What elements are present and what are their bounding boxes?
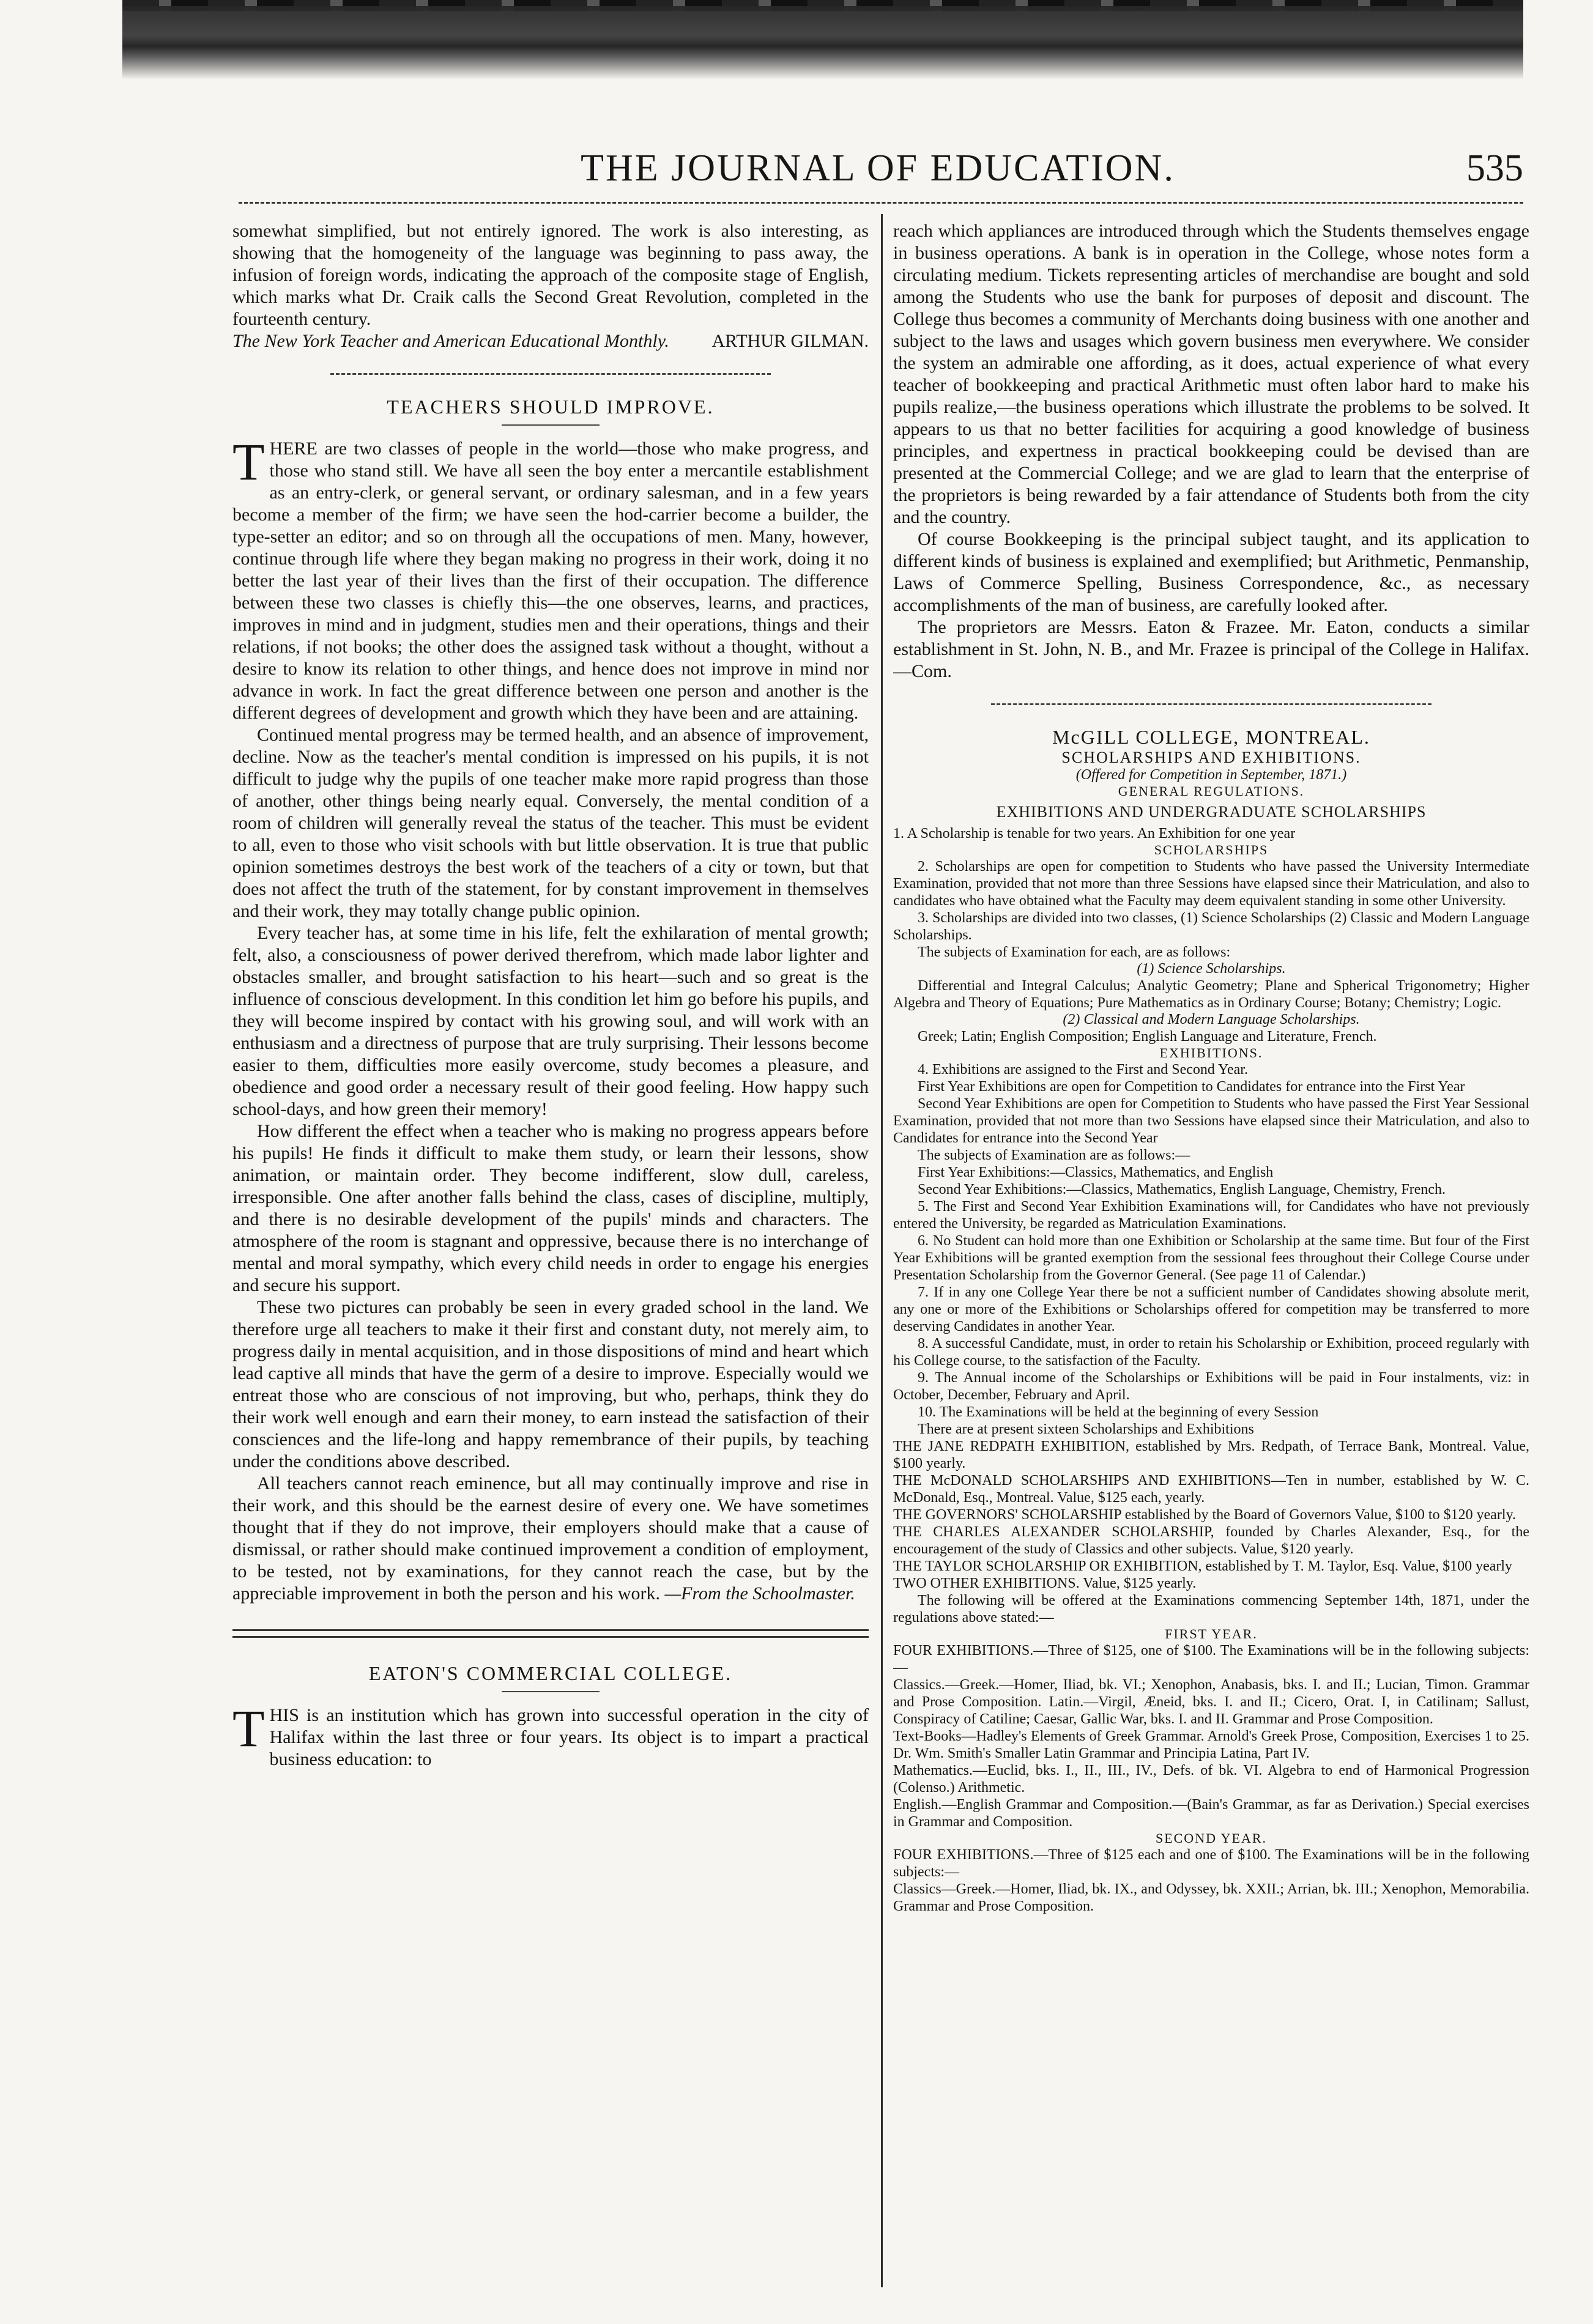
regulation-6: 6. No Student can hold more than one Exhibition or Scholarship at the same time. But four of the First Year Exhibitions will be granted exemption from the sessional fees throughout their College Course under Presentation Scholarship from the Governor General. (See page 11 of Calendar.) <box>893 1233 1529 1283</box>
four-exhibitions-second: FOUR EXHIBITIONS.—Three of $125 each and one of $100. The Examinations will be in the following subjects:— <box>893 1847 1529 1880</box>
teachers-paragraph-3: Every teacher has, at some time in his life, felt the exhilaration of mental growth; felt, also, a consciousness of power derived therefrom, which made labor lighter and obstacles smaller, and brought satisfaction to his heart—such and so great is the influence of conscious development. In this condition let him go before his pupils, and they will become inspired by contact with his growing soul, and will work with an enthusiasm and a directness of purpose that are truly surprising. Their lessons become easier to them, difficulties more easily overcome, study becomes a pleasure, and obedience and good order a necessary result of their good feeling. How happy such school-days, and how green their memory! <box>232 923 869 1119</box>
mcgill-heading: EXHIBITIONS AND UNDERGRADUATE SCHOLARSHIPS <box>996 803 1427 821</box>
section-double-rule <box>232 1629 869 1638</box>
regulation-3b: The subjects of Examination for each, are as follows: <box>918 944 1231 960</box>
left-column <box>232 220 869 2287</box>
title-underline <box>502 1691 600 1692</box>
following-offered: The following will be offered at the Examinations commencing September 14th, 1871, under the regulations above stated:— <box>893 1593 1529 1626</box>
redpath-exhibition: THE JANE REDPATH EXHIBITION, established by Mrs. Redpath, of Terrace Bank, Montreal. Value, $100 yearly. <box>893 1438 1529 1471</box>
teachers-paragraph-1: THERE are two classes of people in the world—those who make progress, and those who stand still. We have all seen the boy enter a mercantile establishment as an entry-clerk, or general servant, or ordinary salesman, and in a few years become a member of the firm; we have seen the hod-carrier become a builder, the type-setter an editor; and so on through all the occupations of men. Many, however, continue through life where they began making no progress in their work, doing it no better the last year of their lives than the first of their occupation. The difference between these two classes is chiefly this—the one observes, learns, and practices, improves in mind and in judgment, studies men and their operations, things and their relations, if not books; the other does the assigned task without a thought, without a desire to know its relation to other things, and hence does not improve in mind nor advance in work. In fact the great difference between one person and another is the different degrees of development and growth which they have been and are attaining. <box>232 432 869 723</box>
title-underline <box>502 424 600 426</box>
science-scholarships-text: Differential and Integral Calculus; Analytic Geometry; Plane and Spherical Trigonometry; Higher Algebra and Theory of Equations; Pure Mathematics as in Ordinary Course; Botany; Chemistry; Logic. <box>893 978 1529 1011</box>
mcgill-title: McGILL COLLEGE, MONTREAL. <box>1052 726 1370 748</box>
page-header <box>232 147 1523 196</box>
regulation-5: 5. The First and Second Year Exhibition Examinations will, for Candidates who have not previously entered the University, be regarded as Matriculation Examinations. <box>893 1199 1529 1232</box>
mcdonald-scholarships: THE McDONALD SCHOLARSHIPS AND EXHIBITIONS—Ten in number, established by W. C. McDonald, Esq., Montreal. Value, $125 each, yearly. <box>893 1473 1529 1506</box>
column-divider <box>881 214 883 2287</box>
classical-scholarships-heading: (2) Classical and Modern Language Scholarships. <box>1063 1012 1360 1027</box>
eaton-paragraph-4: The proprietors are Messrs. Eaton & Frazee. Mr. Eaton, conducts a similar establishment in St. John, N. B., and Mr. Frazee is principal of the College in Halifax.—Com. <box>893 617 1529 681</box>
regulation-4b: Second Year Exhibitions are open for Competition to Students who have passed the First Year Sessional Examination, provided that not more than two Sessions have elapsed since their Matriculation, and also to Candidates for entrance into the Second Year <box>893 1096 1529 1146</box>
continuation-signature <box>232 330 869 352</box>
scholarships-heading: SCHOLARSHIPS <box>1154 842 1269 857</box>
dropcap-letter: T <box>232 1699 265 1758</box>
teachers-source: —From the Schoolmaster. <box>664 1583 855 1604</box>
continuation-author: ARTHUR GILMAN. <box>711 331 869 351</box>
regulation-4e: Second Year Exhibitions:—Classics, Mathematics, English Language, Chemistry, French. <box>918 1182 1446 1197</box>
regulation-4a: First Year Exhibitions are open for Competition to Candidates for entrance into the First Year <box>918 1079 1465 1095</box>
science-scholarships-heading: (1) Science Scholarships. <box>1137 961 1286 977</box>
teachers-paragraph-6: All teachers cannot reach eminence, but all may continually improve and rise in their work, and this should be the earnest desire of every one. We have sometimes thought that if they do not improve, their employers should make that a cause of dismissal, or rather should make continued improvement a condition of employment, to be tested, not by examinations, for they cannot reach the case, but by the appreciable improvement in both the person and his work. —From the Schoolmaster. <box>232 1473 869 1604</box>
two-other-exhibitions: TWO OTHER EXHIBITIONS. Value, $125 yearly. <box>893 1575 1197 1591</box>
regulation-4c: The subjects of Examination are as follows:— <box>918 1147 1190 1163</box>
journal-title: THE JOURNAL OF EDUCATION. <box>581 147 1175 189</box>
regulation-10a: There are at present sixteen Scholarships and Exhibitions <box>918 1421 1254 1437</box>
regulation-7: 7. If in any one College Year there be not a sufficient number of Candidates showing absolute merit, any one or more of the Exhibitions or Scholarships offered for competition may be transferred to more deserving Candidates in another Year. <box>893 1284 1529 1334</box>
regulation-4: 4. Exhibitions are assigned to the First and Second Year. <box>918 1062 1248 1078</box>
mcgill-offered: (Offered for Competition in September, 1871.) <box>1075 767 1347 783</box>
teachers-paragraph-4: How different the effect when a teacher who is making no progress appears before his pupils! He finds it difficult to make them study, or learn their lessons, show animation, or maintain order. They become indifferent, slow dull, careless, irresponsible. One after another falls behind the class, cases of discipline, multiply, and there is no desirable development of the pupils' minds and characters. The atmosphere of the room is stagnant and oppressive, because there is no interchange of mental and moral sympathy, which every child needs in order to engage his energies and secure his support. <box>232 1121 869 1295</box>
textbooks-first: Text-Books—Hadley's Elements of Greek Grammar. Arnold's Greek Prose, Composition, Exercises 1 to 25. Dr. Wm. Smith's Smaller Latin Grammar and Principia Latina, Part IV. <box>893 1728 1529 1761</box>
section-divider <box>330 373 771 375</box>
teachers-paragraph-5: These two pictures can probably be seen in every graded school in the land. We therefore urge all teachers to make it their first and constant duty, not merely aim, to progress daily in mental acquisition, and in those dispositions of mind and heart which lead captive all minds that have the germ of a desire to improve. Especially would we entreat those who are conscious of not improving, but who, perhaps, think they do their work well enough and earn their money, to earn instead the satisfaction of their consciences and the life-long and happy remembrance of their pupils, by teaching under the conditions above described. <box>232 1297 869 1471</box>
english-first: English.—English Grammar and Composition.—(Bain's Grammar, as far as Derivation.) Special exercises in Grammar and Composition. <box>893 1797 1529 1830</box>
classics-first: Classics.—Greek.—Homer, Iliad, bk. VI.; Xenophon, Anabasis, bks. I. and II.; Lucian, Timon. Grammar and Prose Composition. Latin.—Virgil, Æneid, bks. I. and II.; Cicero, Orat. I, in Catilinam; Sallust, Conspiracy of Catiline; Caesar, Gallic War, bks. I. and II. Grammar and Prose Composition. <box>893 1677 1529 1727</box>
regulation-10: 10. The Examinations will be held at the beginning of every Session <box>918 1404 1319 1420</box>
mcgill-subtitle: SCHOLARSHIPS AND EXHIBITIONS. <box>1061 749 1361 766</box>
first-year-heading: FIRST YEAR. <box>1165 1626 1258 1641</box>
alexander-scholarship: THE CHARLES ALEXANDER SCHOLARSHIP, founded by Charles Alexander, Esq., for the encouragement of the study of Classics and other subjects. Value, $120 yearly. <box>893 1524 1529 1557</box>
header-rule <box>239 202 1523 204</box>
regulation-4d: First Year Exhibitions:—Classics, Mathematics, and English <box>918 1164 1274 1180</box>
article-title-eaton: EATON'S COMMERCIAL COLLEGE. <box>368 1662 733 1684</box>
page-number: 535 <box>1466 147 1523 189</box>
mathematics-first: Mathematics.—Euclid, bks. I., II., III., IV., Defs. of bk. VI. Algebra to end of Harmonical Progression (Colenso.) Arithmetic. <box>893 1763 1529 1796</box>
eaton-paragraph-1: THIS is an institution which has grown into successful operation in the city of Halifax within the last three or four years. Its object is to impart a practical business education: to <box>232 1699 869 1769</box>
regulation-9: 9. The Annual income of the Scholarships or Exhibitions will be paid in Four instalments, viz: in October, December, February and April. <box>893 1370 1529 1403</box>
regulation-8: 8. A successful Candidate, must, in order to retain his Scholarship or Exhibition, proceed regularly with his College course, to the satisfaction of the Faculty. <box>893 1336 1529 1369</box>
teachers-paragraph-2: Continued mental progress may be termed health, and an absence of improvement, decline. Now as the teacher's mental condition is impressed on his pupils, it is not difficult to judge why the pupils of one teacher make more rapid progress than those of another, other things being nearly equal. Conversely, the mental condition of a room of children will generally reveal the status of the teacher. This must be evident to all, even to those who visit schools with but little observation. It is true that public opinion sometimes destroys the best work of the teachers of a city or town, but that does not affect the truth of the statement, for by constant improvement in themselves and their work, they may totally change public opinion. <box>232 725 869 921</box>
right-column <box>893 220 1529 2287</box>
eaton-paragraph-2: reach which appliances are introduced through which the Students themselves engage in business operations. A bank is in operation in the College, whose notes form a circulating medium. Tickets representing articles of merchandise are bought and sold among the Students who use the bank for purposes of deposit and discount. The College thus becomes a community of Merchants doing business with one another and subject to the laws and usages which govern business men everywhere. We consider the system an admirable one affording, as it does, actual experience of what every teacher of bookkeeping and practical Arithmetic must often labor hard to make his pupils realize,—the business operations which illustrate the problems to be solved. It appears to us that no better facilities for acquiring a good knowledge of business principles, and expertness in practical bookkeeping could be devised than are presented at the Commercial College; and we are glad to learn that the enterprise of the proprietors is being rewarded by a fair attendance of Students both from the city and the country. <box>893 221 1529 527</box>
section-divider <box>991 703 1431 705</box>
four-exhibitions-first: FOUR EXHIBITIONS.—Three of $125, one of $100. The Examinations will be in the following subjects:— <box>893 1643 1529 1676</box>
dropcap-letter: T <box>232 432 265 491</box>
classical-scholarships-text: Greek; Latin; English Composition; English Language and Literature, French. <box>918 1029 1377 1045</box>
mcgill-general-regulations: GENERAL REGULATIONS. <box>1118 783 1305 799</box>
regulation-2: 2. Scholarships are open for competition to Students who have passed the University Intermediate Examination, provided that not more than three Sessions have elapsed since their Matriculation, and also to candidates who have obtained what the Faculty may deem equivalent standing in some other University. <box>893 859 1529 909</box>
taylor-scholarship: THE TAYLOR SCHOLARSHIP OR EXHIBITION, established by T. M. Taylor, Esq. Value, $100 yearly <box>893 1558 1513 1574</box>
scan-top-shadow <box>122 6 1523 80</box>
governors-scholarship: THE GOVERNORS' SCHOLARSHIP established by the Board of Governors Value, $100 to $120 yearly. <box>893 1507 1517 1523</box>
eaton-paragraph-3: Of course Bookkeeping is the principal subject taught, and its application to different kinds of business is explained and exemplified; but Arithmetic, Penmanship, Laws of Commerce Spelling, Business Correspondence, &c., as necessary accomplishments of the man of business, are carefully looked after. <box>893 529 1529 615</box>
regulation-1: 1. A Scholarship is tenable for two years. An Exhibition for one year <box>893 826 1296 842</box>
continuation-source: The New York Teacher and American Educational Monthly. <box>232 331 669 351</box>
article-title-teachers: TEACHERS SHOULD IMPROVE. <box>387 396 715 418</box>
classics-second: Classics—Greek.—Homer, Iliad, bk. IX., and Odyssey, bk. XXII.; Arrian, bk. III.; Xenophon, Memorabilia. Grammar and Prose Composition. <box>893 1881 1529 1914</box>
second-year-heading: SECOND YEAR. <box>1155 1830 1268 1846</box>
exhibitions-heading: EXHIBITIONS. <box>1159 1045 1263 1060</box>
continuation-paragraph: somewhat simplified, but not entirely ignored. The work is also interesting, as showing that the homogeneity of the language was beginning to pass away, the infusion of foreign words, indicating the approach of the composite stage of English, which marks what Dr. Craik calls the Second Great Revolution, completed in the fourteenth century. <box>232 221 869 329</box>
regulation-3: 3. Scholarships are divided into two classes, (1) Science Scholarships (2) Classic and Modern Language Scholarships. <box>893 910 1529 943</box>
